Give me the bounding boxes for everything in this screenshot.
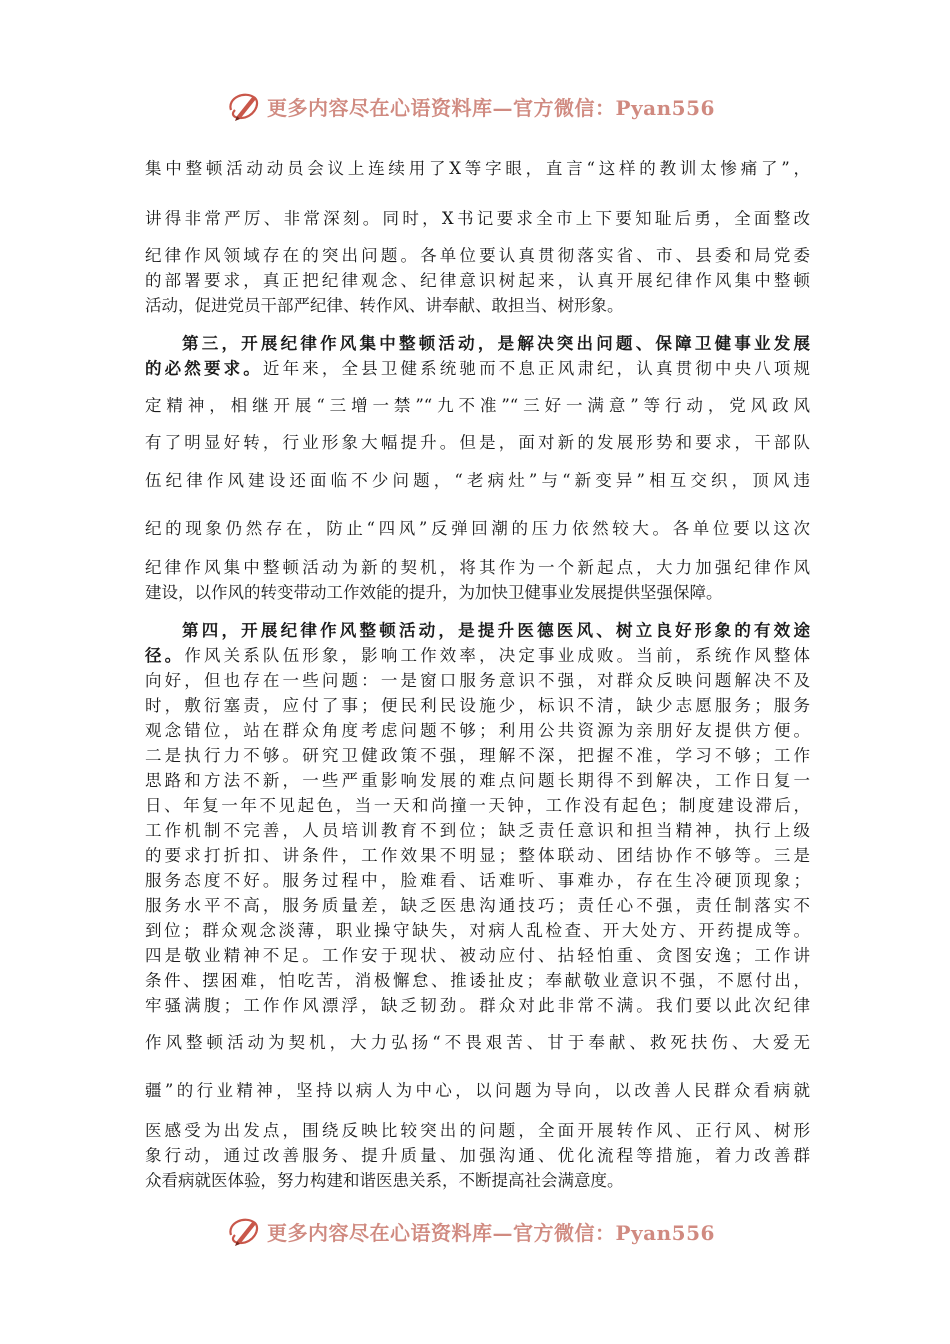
line-text: 活动，促进党员干部严纪律、转作风、讲奉献、敢担当、树形象。 [145, 296, 624, 315]
line-text: 建设，以作风的转变带动工作效能的提升，为加快卫健事业发展提供坚强保障。 [145, 583, 723, 602]
text-line [145, 795, 810, 817]
line-text: 时，敷衍塞责，应付了事；便民利民设施少，标识不清，缺少志愿服务；服务 [145, 696, 810, 715]
text-line [145, 670, 810, 692]
line-text: 集中整顿活动动员会议上连续用了X等字眼，直言“这样的教训太惨痛了”， [145, 159, 810, 178]
line-text: 定精神，相继开展“三增一禁”“九不准”“三好一满意”等行动，党风政风 [145, 396, 810, 415]
line-text: 讲得非常严厉、非常深刻。同时，X书记要求全市上下要知耻后勇，全面整改 [145, 209, 810, 228]
header-banner [225, 86, 745, 126]
line-text: 作风整顿活动为契机，大力弘扬“不畏艰苦、甘于奉献、救死扶伤、大爱无 [145, 1033, 810, 1052]
line-text: 条件、摆困难，怕吃苦，消极懈怠、推诿扯皮；奉献敬业意识不强，不愿付出， [145, 971, 810, 990]
text-line [145, 395, 810, 417]
text-line [145, 920, 810, 942]
text-line [145, 895, 810, 917]
line-text: 观念错位，站在群众角度考虑问题不够；利用公共资源为亲朋好友提供方便。 [145, 721, 810, 740]
bold-lead: 的必然要求。 [145, 359, 263, 378]
line-text: 医感受为出发点，围绕反映比较突出的问题，全面开展转作风、正行风、树形 [145, 1121, 810, 1140]
line-text: 牢骚满腹；工作作风漂浮，缺乏韧劲。群众对此非常不满。我们要以此次纪律 [145, 996, 810, 1015]
footer-banner [225, 1211, 745, 1251]
line-text: 日、年复一年不见起色，当一天和尚撞一天钟，工作没有起色；制度建设滞后， [145, 796, 810, 815]
line-text: 服务态度不好。服务过程中，脸难看、话难听、事难办，存在生冷硬顶现象； [145, 871, 810, 890]
line-text: 近年来，全县卫健系统驰而不息正风肃纪，认真贯彻中央八项规 [262, 359, 811, 378]
text-line [145, 1120, 810, 1142]
line-text: 二是执行力不够。研究卫健政策不强，理解不深，把握不准，学习不够；工作 [145, 746, 810, 765]
pen-swirl-logo-icon [225, 88, 261, 124]
text-line [145, 620, 810, 642]
text-line [145, 995, 810, 1017]
text-line [145, 770, 810, 792]
line-text: 思路和方法不新，一些严重影响发展的难点问题长期得不到解决，工作日复一 [145, 771, 810, 790]
line-text: 工作机制不完善，人员培训教育不到位；缺乏责任意识和担当精神，执行上级 [145, 821, 810, 840]
text-line [145, 245, 810, 267]
bold-lead: 第四，开展纪律作风整顿活动，是提升医德医风、树立良好形象的有效途 [182, 621, 810, 640]
line-text: 作风关系队伍形象，影响工作效率，决定事业成败。当前，系统作风整体 [184, 646, 811, 665]
line-text: 的要求打折扣、讲条件，工作效果不明显；整体联动、团结协作不够等。三是 [145, 846, 810, 865]
bold-lead: 第三，开展纪律作风集中整顿活动，是解决突出问题、保障卫健事业发展 [182, 334, 810, 353]
text-line [145, 1145, 810, 1167]
line-text: 服务水平不高，服务质量差，缺乏医患沟通技巧；责任心不强，责任制落实不 [145, 896, 810, 915]
line-text: 有了明显好转，行业形象大幅提升。但是，面对新的发展形势和要求，干部队 [145, 433, 810, 452]
text-line [145, 720, 810, 742]
line-text: 四是敬业精神不足。工作安于现状、被动应付、拈轻怕重、贪图安逸；工作讲 [145, 946, 810, 965]
line-text: 纪律作风集中整顿活动为新的契机，将其作为一个新起点，大力加强纪律作风 [145, 558, 810, 577]
text-line [145, 470, 810, 492]
text-line [145, 695, 810, 717]
text-line [145, 1032, 810, 1054]
line-text: 象行动，通过改善服务、提升质量、加强沟通、优化流程等措施，着力改善群 [145, 1146, 810, 1165]
text-line [145, 582, 810, 604]
line-text: 疆”的行业精神，坚持以病人为中心，以问题为导向，以改善人民群众看病就 [145, 1081, 810, 1100]
text-line [145, 557, 810, 579]
line-text: 到位；群众观念淡薄，职业操守缺失，对病人乱检查、开大处方、开药提成等。 [145, 921, 810, 940]
text-line [145, 1080, 810, 1102]
text-line [145, 945, 810, 967]
text-line [145, 208, 810, 230]
text-line [145, 295, 810, 317]
text-line [145, 518, 810, 540]
text-line [145, 820, 810, 842]
text-line [145, 432, 810, 454]
text-line [145, 745, 810, 767]
line-text: 众看病就医体验，努力构建和谐医患关系，不断提高社会满意度。 [145, 1171, 624, 1190]
line-text: 伍纪律作风建设还面临不少问题，“老病灶”与“新变异”相互交织，顶风违 [145, 471, 810, 490]
banner-text: 更多内容尽在心语资料库—官方微信：Pyan556 [267, 1220, 715, 1245]
text-line [145, 970, 810, 992]
line-text: 的部署要求，真正把纪律观念、纪律意识树起来，认真开展纪律作风集中整顿 [145, 271, 810, 290]
text-line [145, 358, 810, 380]
banner-text: 更多内容尽在心语资料库—官方微信：Pyan556 [267, 95, 715, 120]
line-text: 纪的现象仍然存在，防止“四风”反弹回潮的压力依然较大。各单位要以这次 [145, 519, 810, 538]
text-line [145, 645, 810, 667]
text-line [145, 870, 810, 892]
line-text: 纪律作风领域存在的突出问题。各单位要认真贯彻落实省、市、县委和局党委 [145, 246, 810, 265]
pen-swirl-logo-icon [225, 1213, 261, 1249]
line-text: 向好，但也存在一些问题：一是窗口服务意识不强，对群众反映问题解决不及 [145, 671, 810, 690]
bold-lead: 径。 [145, 646, 185, 665]
text-line [145, 1170, 810, 1192]
text-line [145, 270, 810, 292]
text-line [145, 158, 810, 180]
text-line [145, 845, 810, 867]
text-line [145, 333, 810, 355]
